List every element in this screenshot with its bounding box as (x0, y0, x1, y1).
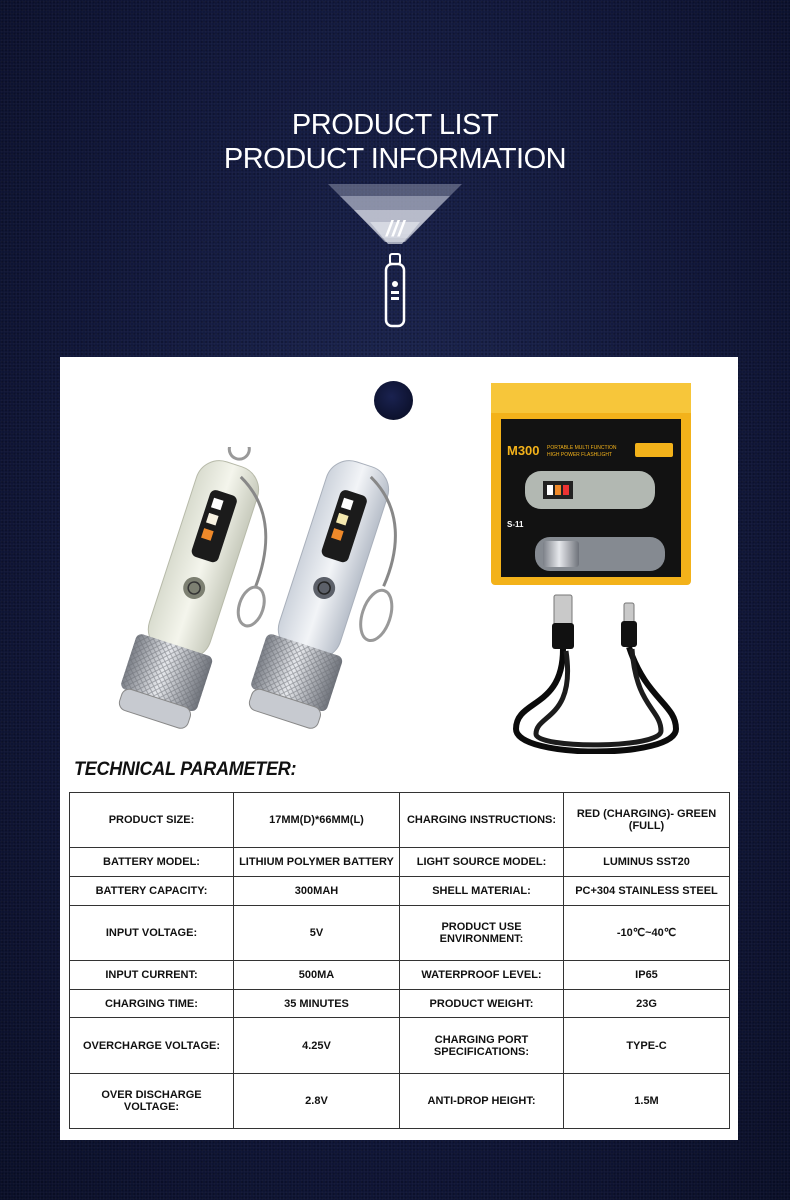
spec-label: PRODUCT SIZE: (70, 793, 234, 848)
spec-label: WATERPROOF LEVEL: (400, 960, 564, 989)
spec-label: CHARGING TIME: (70, 989, 234, 1018)
spec-label: ANTI-DROP HEIGHT: (400, 1073, 564, 1128)
spec-value: 5V (234, 905, 400, 960)
table-row (70, 1018, 730, 1073)
page-header (0, 108, 790, 176)
spec-label: PRODUCT WEIGHT: (400, 989, 564, 1018)
technical-parameter-title: TECHNICAL PARAMETER: (74, 759, 297, 780)
flashlight-beam-icon (320, 176, 470, 336)
logo-mark: /// (385, 216, 405, 241)
spec-value: RED (CHARGING)- GREEN (FULL) (564, 793, 730, 848)
spec-label: CHARGING PORT SPECIFICATIONS: (400, 1018, 564, 1073)
table-row (70, 1073, 730, 1128)
box-model: M300 (507, 443, 540, 458)
spec-value: PC+304 STAINLESS STEEL (564, 876, 730, 905)
spec-value: IP65 (564, 960, 730, 989)
spec-value: 4.25V (234, 1018, 400, 1073)
spec-label: LIGHT SOURCE MODEL: (400, 848, 564, 877)
table-row (70, 793, 730, 848)
spec-value: 1.5M (564, 1073, 730, 1128)
table-row (70, 989, 730, 1018)
spec-value: 2.8V (234, 1073, 400, 1128)
spec-label: BATTERY MODEL: (70, 848, 234, 877)
table-row (70, 848, 730, 877)
spec-value: 35 MINUTES (234, 989, 400, 1018)
spec-value: 23G (564, 989, 730, 1018)
spec-label: PRODUCT USE ENVIRONMENT: (400, 905, 564, 960)
spec-label: CHARGING INSTRUCTIONS: (400, 793, 564, 848)
spec-label: INPUT VOLTAGE: (70, 905, 234, 960)
spec-value: 300MAH (234, 876, 400, 905)
table-row (70, 905, 730, 960)
spec-label: OVERCHARGE VOLTAGE: (70, 1018, 234, 1073)
usb-cable-image (496, 589, 696, 754)
box-variant: S-11 (507, 520, 524, 529)
spec-value: 500MA (234, 960, 400, 989)
box-tagline-2: HIGH POWER FLASHLIGHT (547, 452, 613, 458)
spec-value: 17MM(D)*66MM(L) (234, 793, 400, 848)
spec-value: TYPE-C (564, 1018, 730, 1073)
spec-value: LUMINUS SST20 (564, 848, 730, 877)
spec-label: INPUT CURRENT: (70, 960, 234, 989)
product-card (60, 357, 738, 1140)
spec-value: -10℃~40℃ (564, 905, 730, 960)
header-subtitle: PRODUCT INFORMATION (223, 143, 567, 175)
spec-label: SHELL MATERIAL: (400, 876, 564, 905)
packaging-box-image (485, 379, 697, 589)
hang-hole (374, 381, 413, 420)
spec-table (69, 792, 730, 1129)
header-title: PRODUCT LIST (291, 109, 499, 141)
spec-label: OVER DISCHARGE VOLTAGE: (70, 1073, 234, 1128)
box-tagline-1: PORTABLE MULTI FUNCTION (547, 445, 617, 451)
table-row (70, 960, 730, 989)
spec-label: BATTERY CAPACITY: (70, 876, 234, 905)
flashlight-keychain-image (78, 447, 418, 757)
spec-value: LITHIUM POLYMER BATTERY (234, 848, 400, 877)
table-row (70, 876, 730, 905)
